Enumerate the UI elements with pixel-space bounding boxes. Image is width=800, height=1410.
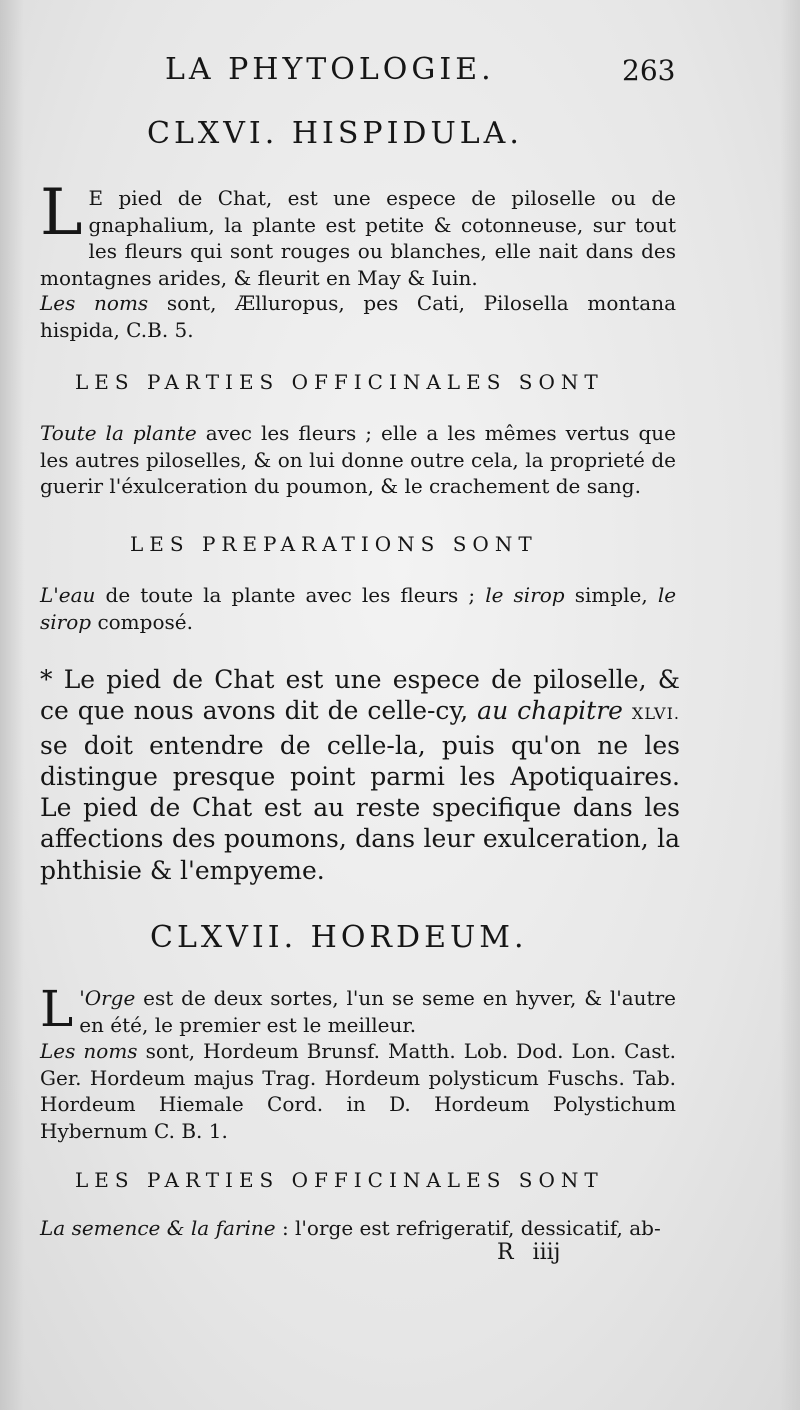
hispidula-names-paragraph — [40, 290, 676, 343]
note-text-2: se doit entendre de celle-la, puis qu'on ne les distingue presque point parmi les Apotiquaires. Le pied de Chat est au reste specifique dans les affections des poumons, dans leur exulceration, la phthisie & l'empyeme. — [40, 730, 680, 885]
orge-lead: 'Orge — [79, 986, 136, 1010]
hispidula-intro-text: E pied de Chat, est une espece de piloselle ou de gnaphalium, la plante est petite & cotonneuse, sur tout les fleurs qui sont rouges ou blanches, elle nait dans des montagnes arides, & fleurit en May & Iuin. — [40, 186, 676, 290]
hordeum-names-lead: Les noms — [40, 1039, 138, 1063]
drop-cap: L — [40, 980, 74, 1038]
section-title-hordeum: CLXVII. HORDEUM. — [150, 920, 528, 955]
hispidula-intro-paragraph — [40, 176, 676, 291]
prep-lead-syrup-compound: le sirop — [40, 583, 677, 634]
prep-text-1: de toute la plante avec les fleurs ; — [105, 583, 476, 607]
note-chapter: XLVI. — [631, 704, 680, 724]
hordeum-intro-paragraph — [40, 980, 676, 1038]
section-title-hispidula: CLXVI. HISPIDULA. — [147, 116, 523, 151]
prep-text-2: simple, — [574, 583, 648, 607]
running-title: LA PHYTOLOGIE. — [165, 52, 495, 87]
page-number: 263 — [622, 54, 676, 87]
note-text-1: * Le pied de Chat est une espece de piloselle, & ce que nous avons dit de celle-cy, — [40, 665, 680, 726]
names-text: sont, Ælluropus, pes Cati, Pilosella montana hispida, C.B. 5. — [40, 291, 677, 342]
signature-mark: R iiij — [497, 1240, 561, 1265]
hordeum-intro-text: est de deux sortes, l'un se seme en hyver, & l'autre en été, le premier est le meilleur. — [79, 986, 676, 1037]
hordeum-parts-paragraph — [40, 1215, 676, 1242]
drop-cap: L — [40, 176, 83, 250]
prep-lead-water: L'eau — [40, 583, 96, 607]
note-ref: au chapitre — [477, 696, 623, 726]
names-lead: Les noms — [40, 291, 149, 315]
preparations-heading: LES PREPARATIONS SONT — [130, 532, 538, 556]
hordeum-parts-heading: LES PARTIES OFFICINALES SONT — [75, 1168, 604, 1192]
parts-lead: Toute la plante — [40, 421, 197, 445]
parts-heading: LES PARTIES OFFICINALES SONT — [75, 370, 604, 394]
prep-lead-syrup-simple: le sirop — [485, 583, 565, 607]
hordeum-parts-text: : l'orge est refrigeratif, dessicatif, ab- — [281, 1216, 661, 1240]
parts-text: avec les fleurs ; elle a les mêmes vertus que les autres piloselles, & on lui donne outre cela, la proprieté de guerir l'éxulceration du poumon, & le crachement de sang. — [40, 421, 677, 498]
hordeum-parts-lead: La semence & la farine — [40, 1216, 276, 1240]
hispidula-parts-paragraph — [40, 420, 676, 500]
preparations-paragraph — [40, 582, 676, 635]
hordeum-names-paragraph — [40, 1038, 676, 1144]
hispidula-note-paragraph — [40, 664, 680, 886]
prep-text-3: composé. — [97, 609, 193, 634]
hordeum-names-text: sont, Hordeum Brunsf. Matth. Lob. Dod. Lon. Cast. Ger. Hordeum majus Trag. Hordeum polysticum Fuschs. Tab. Hordeum Hiemale Cord. in D. Hordeum Polystichum Hybernum C. B. 1. — [40, 1039, 676, 1143]
